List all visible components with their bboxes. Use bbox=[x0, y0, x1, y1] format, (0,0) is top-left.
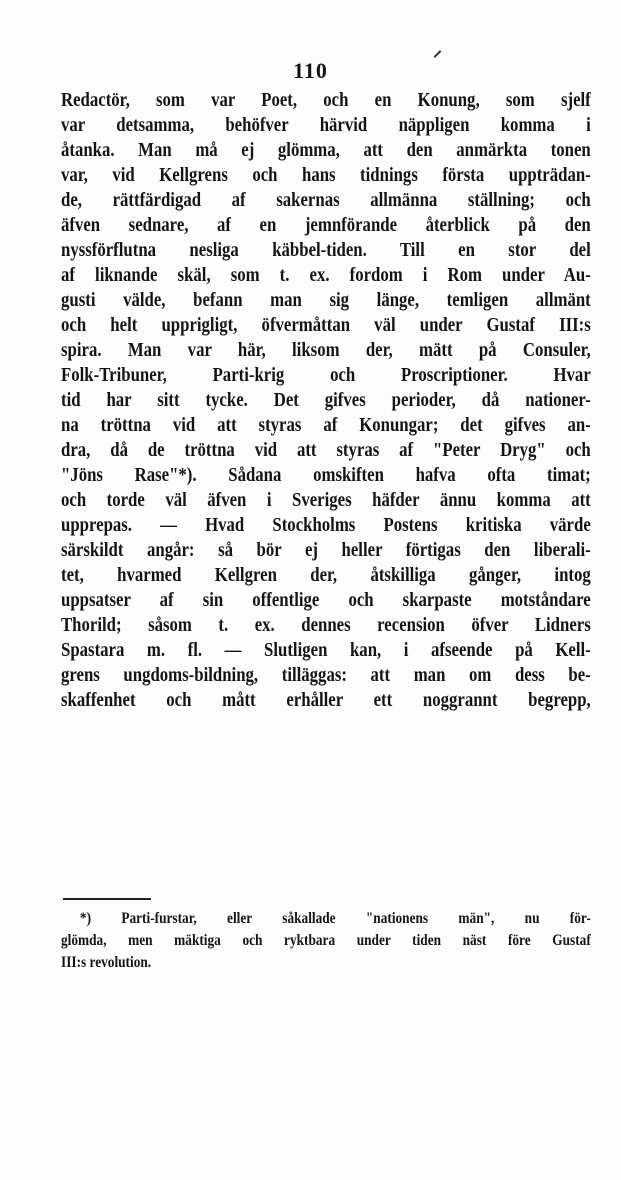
corner-pencil-mark bbox=[434, 50, 442, 58]
text-line: spira. Man var här, liksom der, mätt på Consuler, bbox=[61, 340, 591, 361]
text-line: de, rättfärdigad af sakernas allmänna ställning; och bbox=[61, 190, 591, 211]
text-line: Spastara m. fl. — Slutligen kan, i afseende på Kell- bbox=[61, 640, 591, 661]
text-line: tid har sitt tycke. Det gifves perioder, då nationer- bbox=[61, 390, 591, 411]
footnote-line: III:s revolution. bbox=[61, 954, 152, 971]
text-line: äfven sednare, af en jemnförande återblick på den bbox=[61, 215, 591, 236]
text-line: skaffenhet och mått erhåller ett noggrannt begrepp, bbox=[61, 690, 591, 711]
text-line: uppsatser af sin offentlige och skarpaste motståndare bbox=[61, 590, 591, 611]
text-line: Folk-Tribuner, Parti-krig och Proscriptioner. Hvar bbox=[61, 365, 591, 386]
text-line: dra, då de tröttna vid att styras af "Peter Dryg" och bbox=[61, 440, 591, 461]
text-line: och helt upprigligt, öfvermåttan väl under Gustaf III:s bbox=[61, 315, 591, 336]
footnote-separator bbox=[63, 898, 151, 900]
footnote bbox=[61, 908, 591, 974]
text-line: nyssförflutna nesliga käbbel-tiden. Till en stor del bbox=[61, 240, 591, 261]
text-line: af liknande skäl, som t. ex. fordom i Rom under Au- bbox=[61, 265, 591, 286]
text-line: na tröttna vid att styras af Konungar; det gifves an- bbox=[61, 415, 591, 436]
text-line: Thorild; såsom t. ex. dennes recension öfver Lidners bbox=[61, 615, 591, 636]
text-line: tet, hvarmed Kellgren der, åtskilliga gånger, intog bbox=[61, 565, 591, 586]
text-line: särskildt angår: så bör ej heller förtigas den liberali- bbox=[61, 540, 591, 561]
text-line: "Jöns Rase"*). Sådana omskiften hafva ofta timat; bbox=[61, 465, 591, 486]
text-line: var, vid Kellgrens och hans tidnings första uppträdan- bbox=[61, 165, 591, 186]
text-line: gusti välde, befann man sig länge, temligen allmänt bbox=[61, 290, 591, 311]
text-line: åtanka. Man må ej glömma, att den anmärkta tonen bbox=[61, 140, 591, 161]
footnote-line: glömda, men mäktiga och ryktbara under tiden näst före Gustaf bbox=[61, 932, 591, 949]
body-text bbox=[61, 88, 591, 713]
text-line: var detsamma, behöfver härvid näppligen komma i bbox=[61, 115, 591, 136]
text-line: Redactör, som var Poet, och en Konung, som sjelf bbox=[61, 90, 591, 111]
page-number: 110 bbox=[293, 58, 328, 83]
text-line: grens ungdoms-bildning, tilläggas: att man om dess be- bbox=[61, 665, 591, 686]
text-line: upprepas. — Hvad Stockholms Postens kritiska värde bbox=[61, 515, 591, 536]
footnote-line: *) Parti-furstar, eller såkallade "nationens män", nu för- bbox=[79, 910, 591, 927]
text-line: och torde väl äfven i Sveriges häfder ännu komma att bbox=[61, 490, 591, 511]
